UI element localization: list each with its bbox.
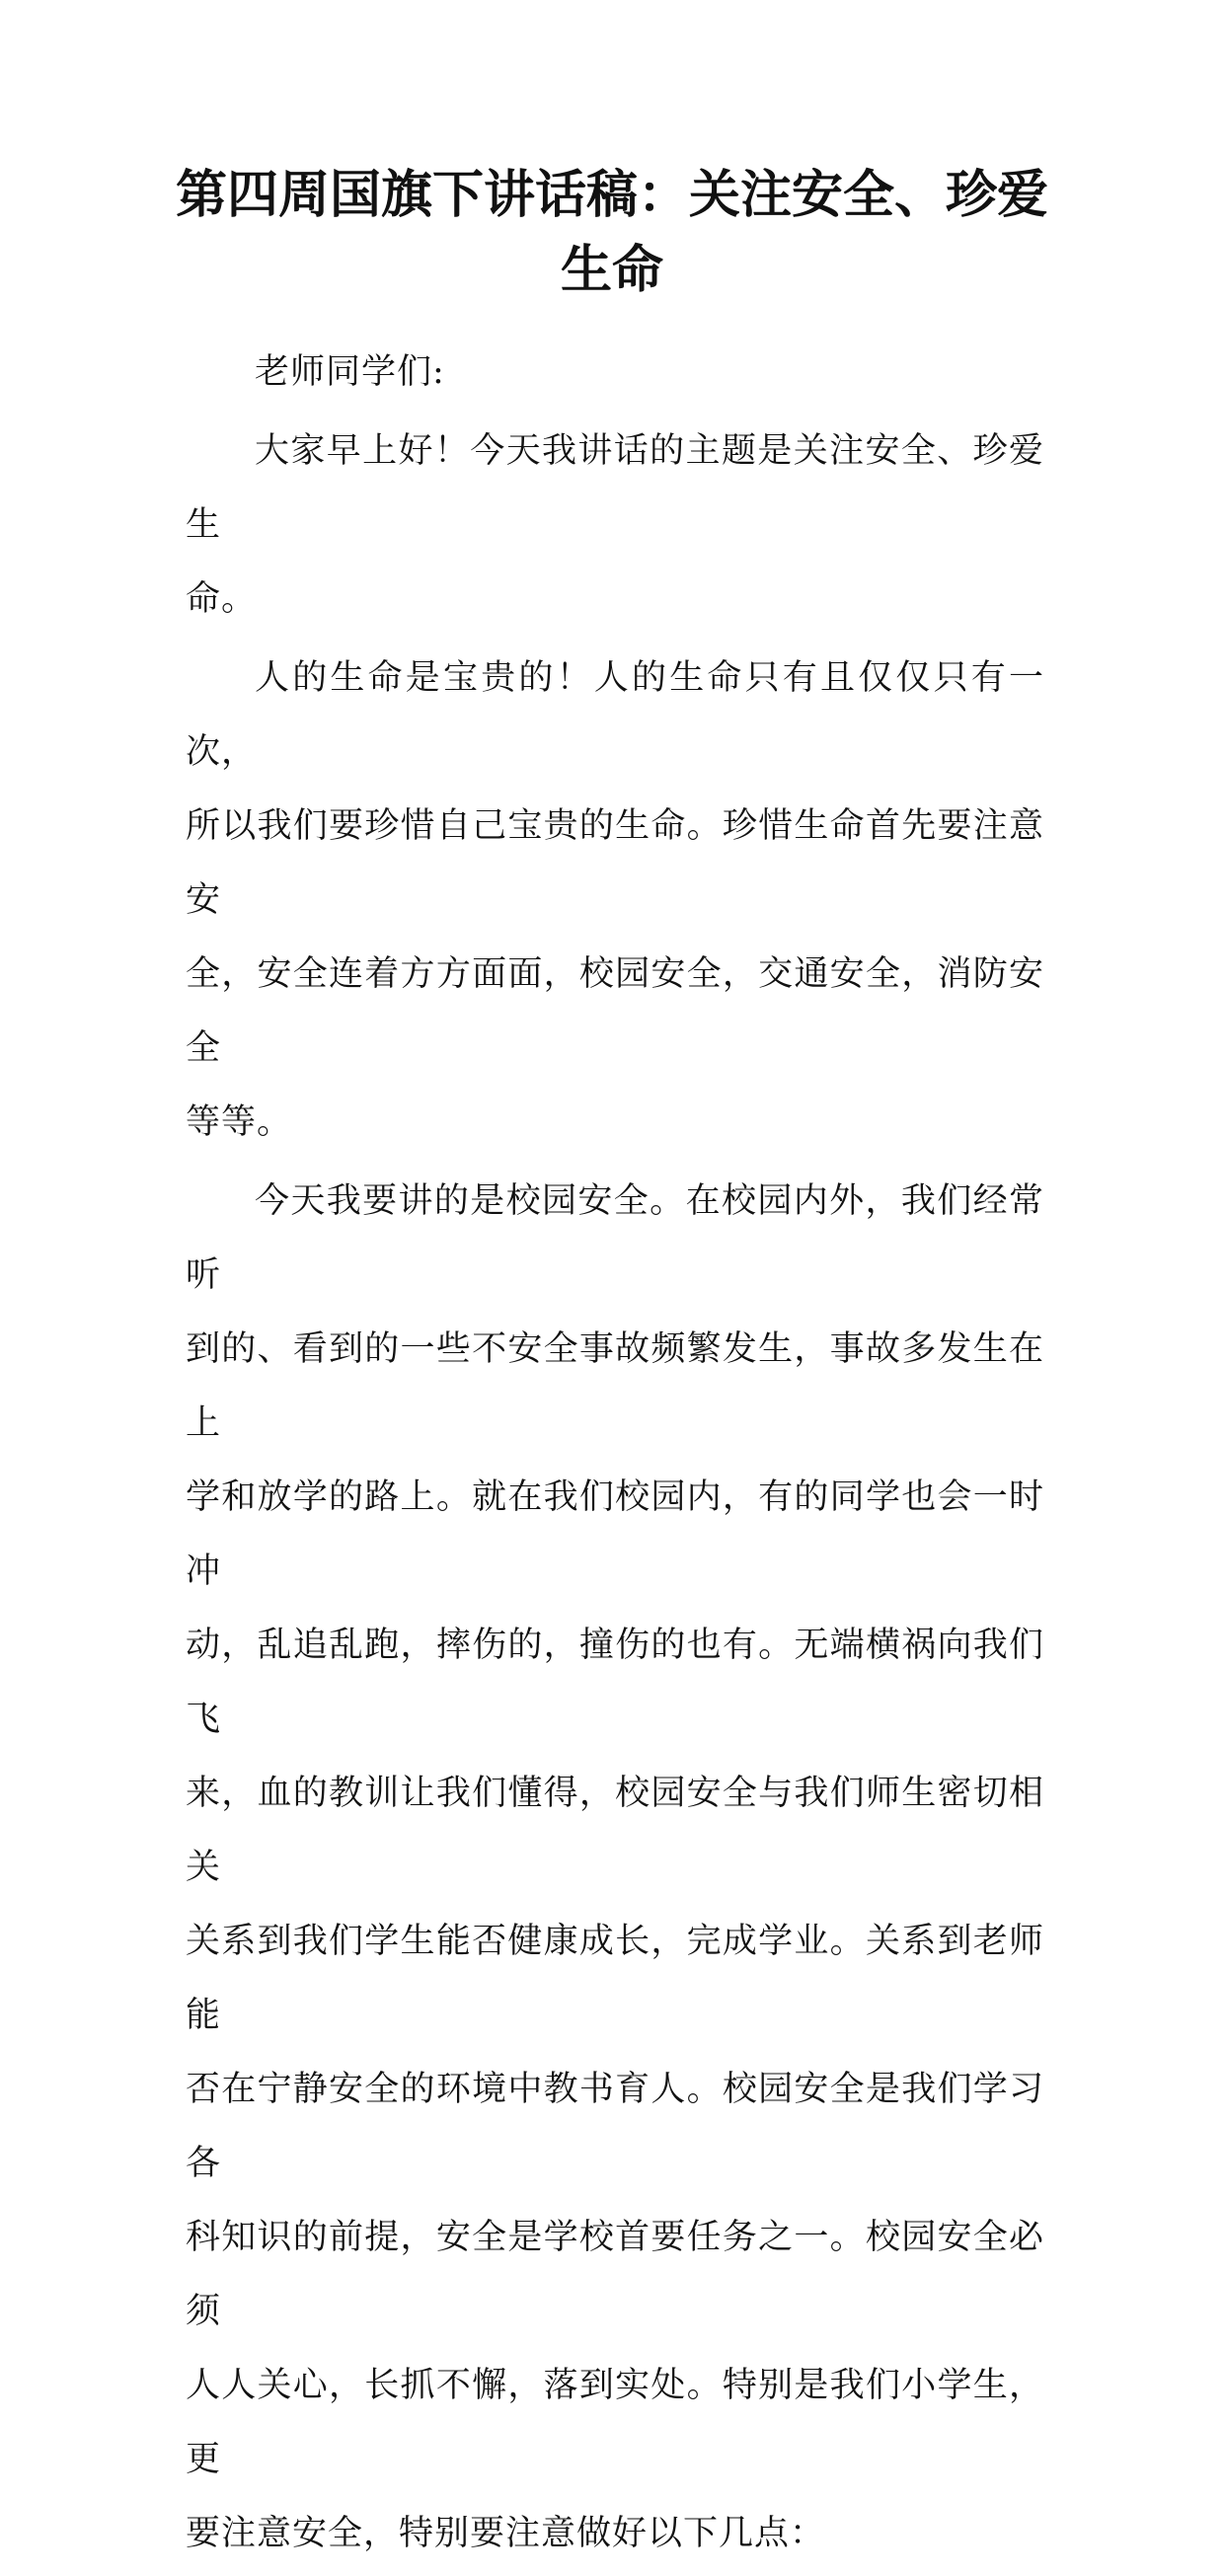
salutation-paragraph <box>186 336 1044 410</box>
life-paragraph <box>186 642 1044 1160</box>
text-line: 老师同学们: <box>255 352 445 392</box>
text-line: 动，乱追乱跑，摔伤的，撞伤的也有。无端横祸向我们飞 <box>186 1626 1044 1739</box>
text-line: 大家早上好！今天我讲话的主题是关注安全、珍爱生 <box>186 431 1044 545</box>
text-line: 来，血的教训让我们懂得，校园安全与我们师生密切相关 <box>186 1774 1044 1887</box>
text-line: 科知识的前提，安全是学校首要任务之一。校园安全必须 <box>186 2218 1044 2331</box>
text-line: 到的、看到的一些不安全事故频繁发生，事故多发生在上 <box>186 1329 1044 1443</box>
text-line: 等等。 <box>186 1102 293 1142</box>
text-line: 否在宁静安全的环境中教书育人。校园安全是我们学习各 <box>186 2070 1044 2183</box>
text-line: 关系到我们学生能否健康成长，完成学业。关系到老师能 <box>186 1922 1044 2035</box>
title-line-2: 生命 <box>560 241 663 300</box>
text-line: 人人关心，长抓不懈，落到实处。特别是我们小学生，更 <box>186 2366 1044 2479</box>
title-line-1: 第四周国旗下讲话稿：关注安全、珍爱 <box>175 166 1048 225</box>
text-line: 要注意安全，特别要注意做好以下几点： <box>186 2514 826 2553</box>
document-body <box>186 336 1044 2576</box>
text-line: 全，安全连着方方面面，校园安全，交通安全，消防安全 <box>186 954 1044 1068</box>
text-line: 学和放学的路上。就在我们校园内，有的同学也会一时冲 <box>186 1477 1044 1591</box>
text-line: 今天我要讲的是校园安全。在校园内外，我们经常听 <box>186 1181 1044 1295</box>
text-line: 命。 <box>186 579 258 619</box>
document-title <box>168 158 1056 308</box>
text-line: 所以我们要珍惜自己宝贵的生命。珍惜生命首先要注意安 <box>186 806 1044 920</box>
text-line: 人的生命是宝贵的！人的生命只有且仅仅只有一次， <box>186 658 1044 772</box>
greeting-paragraph <box>186 415 1044 637</box>
campus-safety-paragraph <box>186 1165 1044 2571</box>
